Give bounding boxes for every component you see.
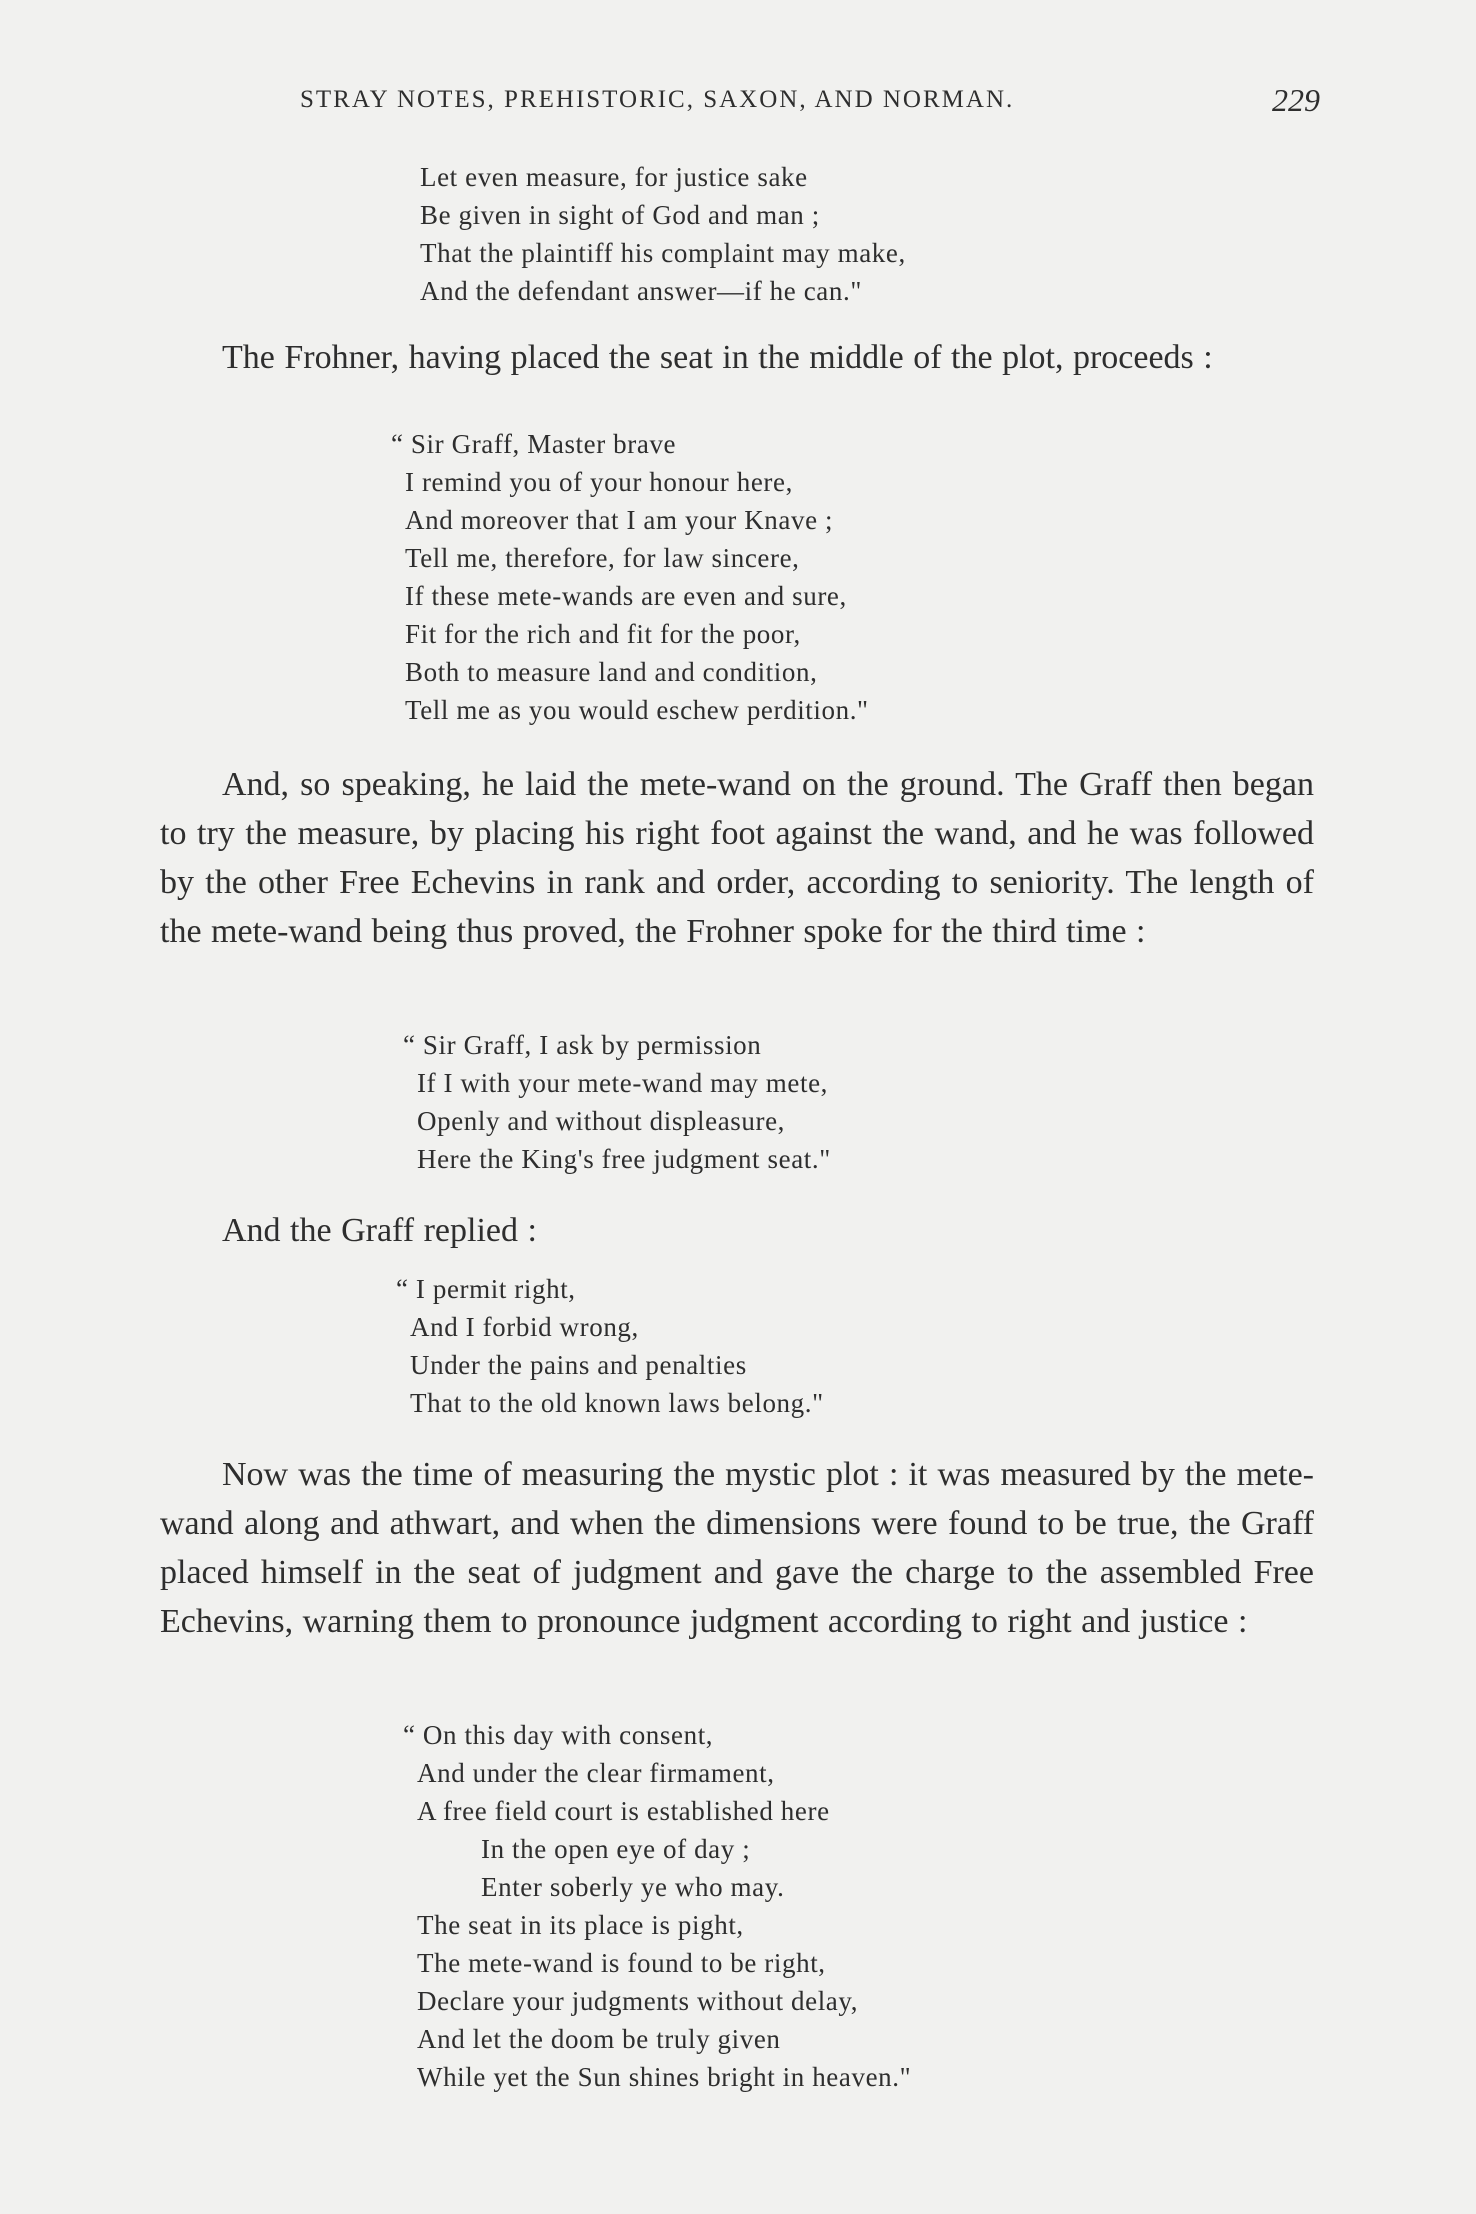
verse-block-4	[396, 1270, 824, 1422]
verse-block-2	[391, 425, 869, 729]
verse-line: Enter soberly ye who may.	[481, 1872, 785, 1902]
paragraph-3	[160, 1206, 1314, 1255]
verse-line: That the plaintiff his complaint may make,	[420, 238, 906, 268]
verse-line: Tell me, therefore, for law sincere,	[405, 543, 800, 573]
verse-line: Be given in sight of God and man ;	[420, 200, 820, 230]
verse-line: If these mete-wands are even and sure,	[405, 581, 847, 611]
verse-line: “ Sir Graff, I ask by permission	[403, 1030, 762, 1060]
verse-line: In the open eye of day ;	[481, 1834, 751, 1864]
verse-line: “ I permit right,	[396, 1274, 576, 1304]
verse-line: And moreover that I am your Knave ;	[405, 505, 834, 535]
verse-line: While yet the Sun shines bright in heaven."	[417, 2062, 912, 2092]
paragraph-text: The Frohner, having placed the seat in the middle of the plot, proceeds :	[222, 339, 1213, 376]
verse-line: “ Sir Graff, Master brave	[391, 429, 677, 459]
verse-line: Fit for the rich and fit for the poor,	[405, 619, 801, 649]
verse-line: That to the old known laws belong."	[410, 1388, 824, 1418]
page-number: 229	[1272, 82, 1320, 118]
paragraph-1	[160, 333, 1314, 382]
verse-line: The mete-wand is found to be right,	[417, 1948, 826, 1978]
verse-line: Tell me as you would eschew perdition."	[405, 695, 869, 725]
verse-block-3	[403, 1026, 831, 1178]
verse-block-1	[420, 158, 906, 310]
verse-line: And the defendant answer—if he can."	[420, 276, 862, 306]
verse-line: Let even measure, for justice sake	[420, 162, 808, 192]
verse-line: Under the pains and penalties	[410, 1350, 747, 1380]
verse-line: Declare your judgments without delay,	[417, 1986, 859, 2016]
paragraph-text: And the Graff replied :	[222, 1212, 537, 1249]
running-title: STRAY NOTES, PREHISTORIC, SAXON, AND NORMAN.	[300, 86, 1015, 113]
verse-line: Openly and without displeasure,	[417, 1106, 786, 1136]
paragraph-4	[160, 1450, 1314, 1646]
verse-block-5	[403, 1716, 912, 2096]
verse-line: Both to measure land and condition,	[405, 657, 818, 687]
verse-line: The seat in its place is pight,	[417, 1910, 744, 1940]
verse-line: And let the doom be truly given	[417, 2024, 781, 2054]
verse-line: And under the clear firmament,	[417, 1758, 775, 1788]
verse-line: A free field court is established here	[417, 1796, 830, 1826]
paragraph-text: And, so speaking, he laid the mete-wand on the ground. The Graff then began to try the measure, by placing his right foot against the wand, and he was followed by the other Free Echevins in rank and order, according to seniority. The length of the mete-wand being thus proved, the Frohner spoke for the third time :	[160, 766, 1314, 950]
verse-line: If I with your mete-wand may mete,	[417, 1068, 829, 1098]
verse-line: I remind you of your honour here,	[405, 467, 793, 497]
verse-line: “ On this day with consent,	[403, 1720, 714, 1750]
verse-line: And I forbid wrong,	[410, 1312, 639, 1342]
paragraph-2	[160, 760, 1314, 956]
verse-line: Here the King's free judgment seat."	[417, 1144, 831, 1174]
paragraph-text: Now was the time of measuring the mystic plot : it was measured by the mete-wand along and athwart, and when the dimensions were found to be true, the Graff placed himself in the seat of judgment and gave the charge to the assembled Free Echevins, warning them to pronounce judgment according to right and justice :	[160, 1456, 1314, 1640]
